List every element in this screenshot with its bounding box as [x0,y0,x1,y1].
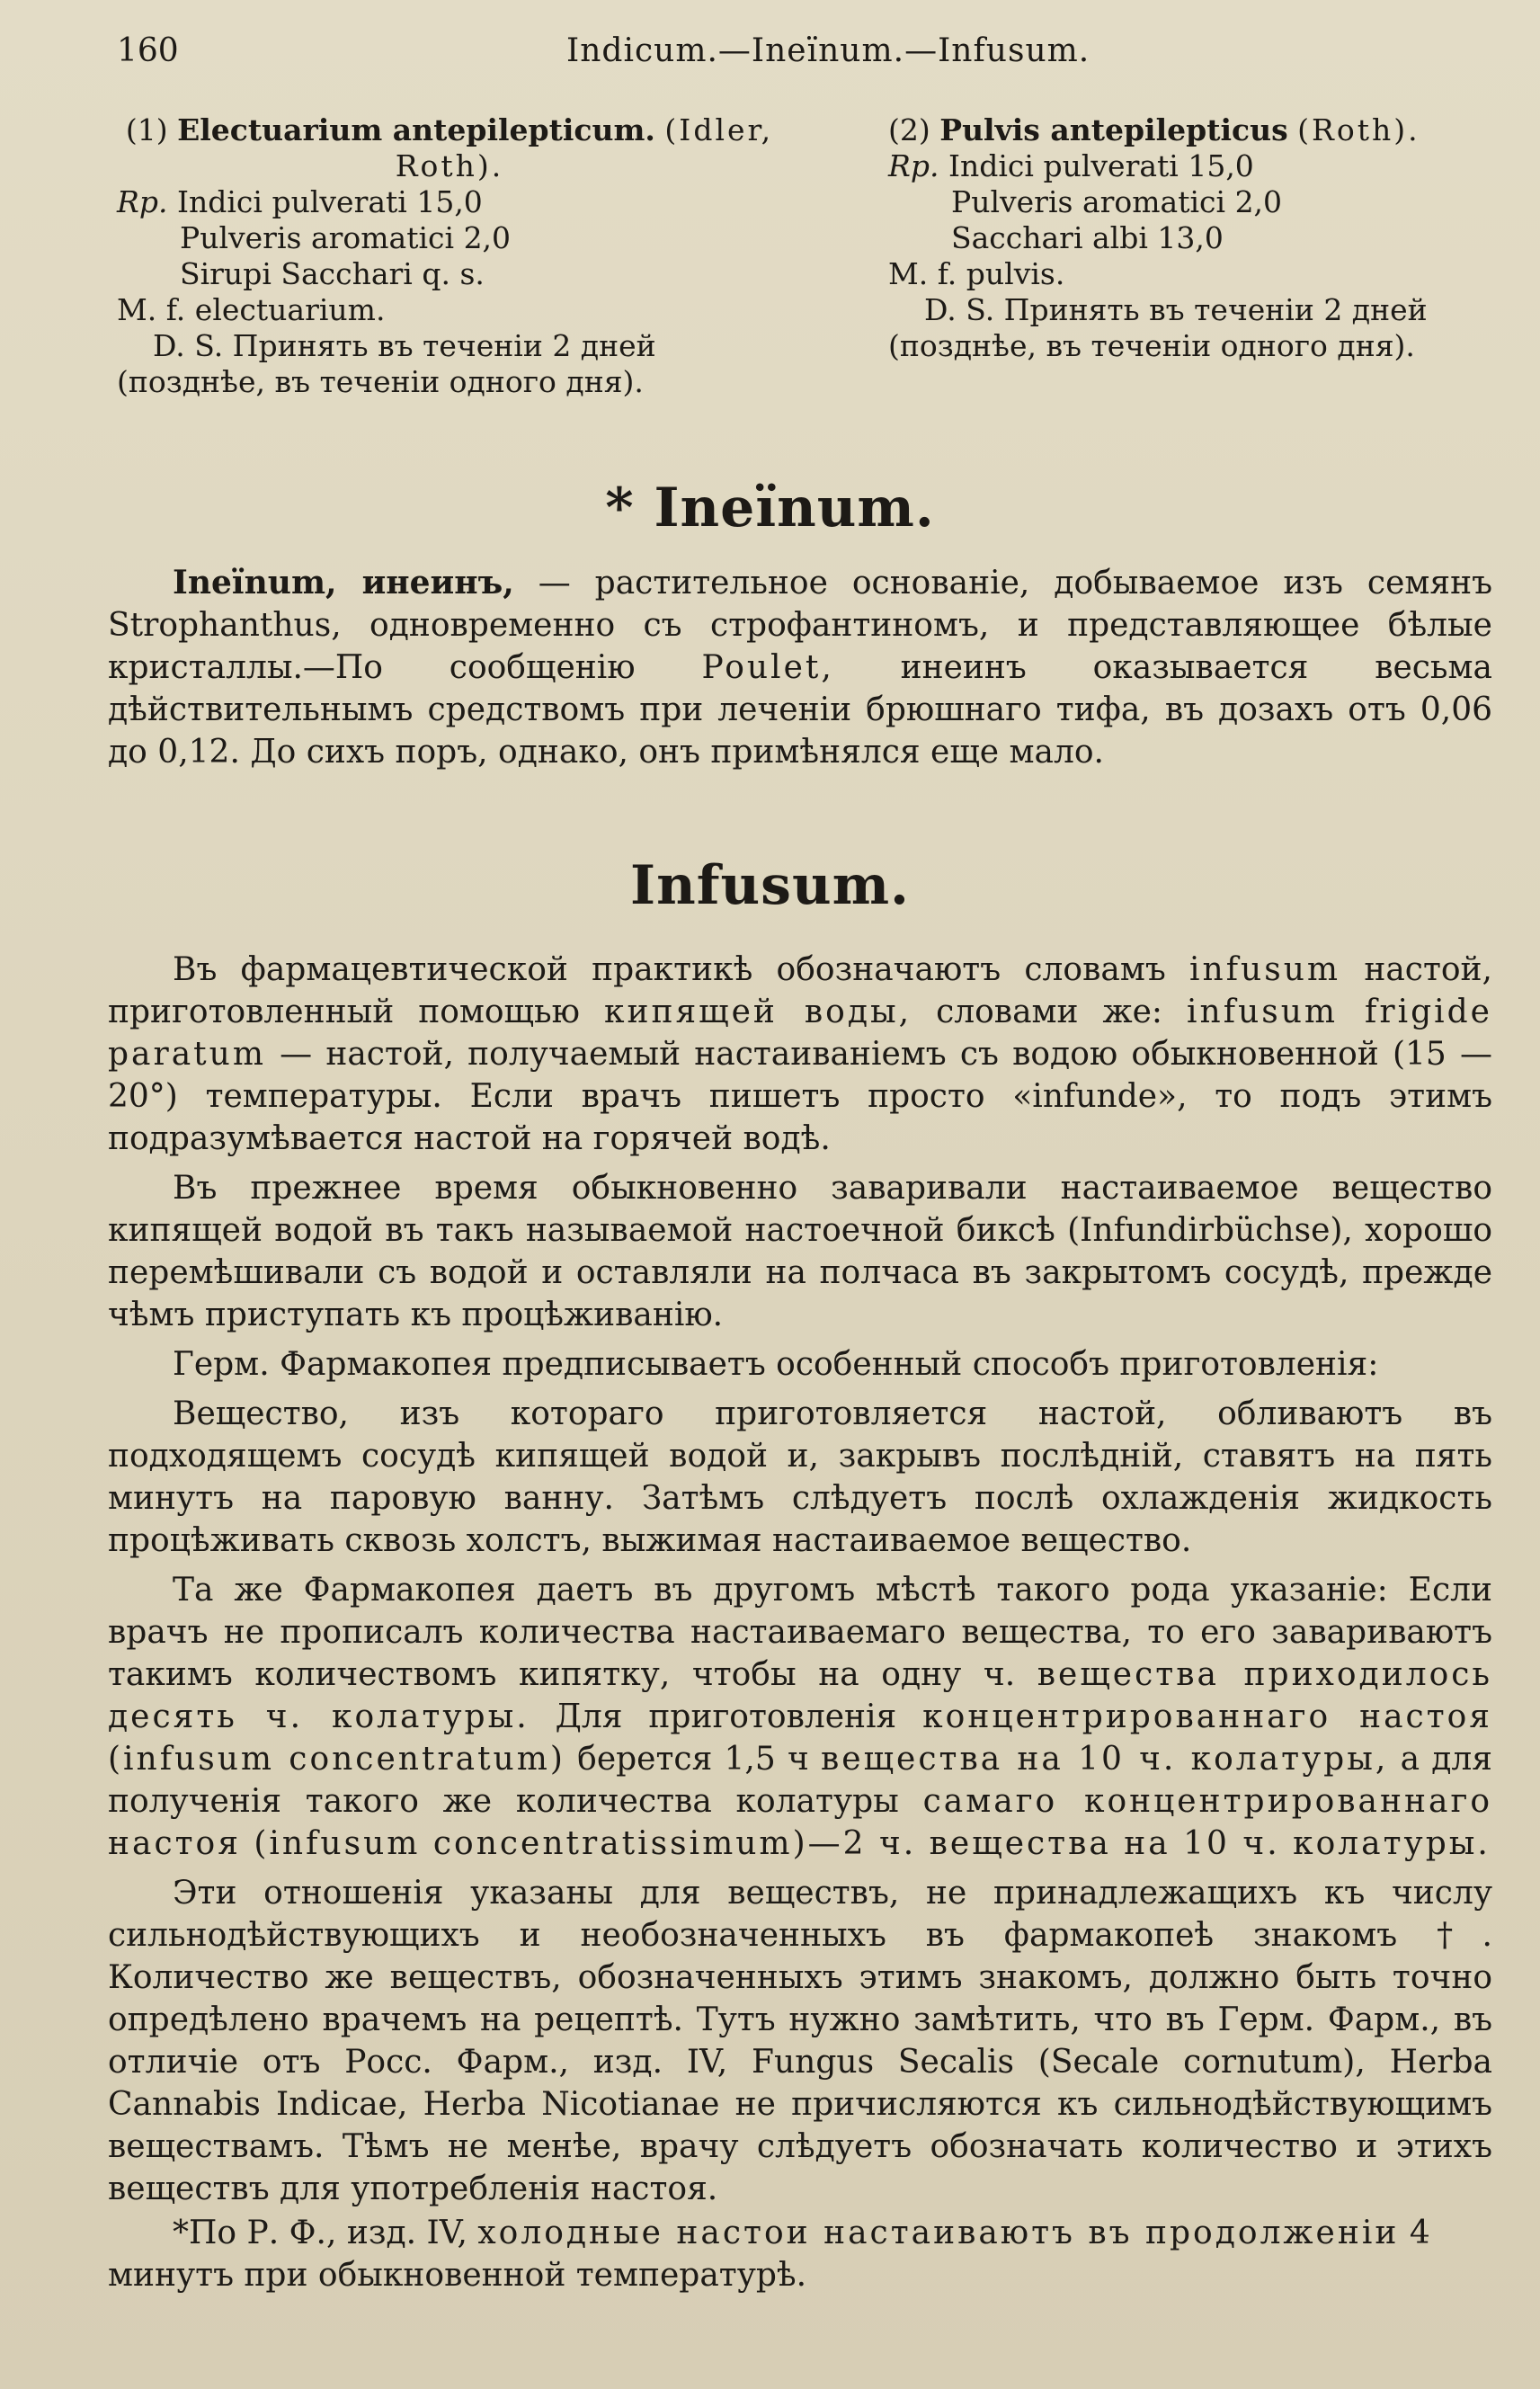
section-title-ineinum: * Ineïnum. [605,477,935,539]
infusum-paragraph-2: Въ прежнее время обыкновенно заваривали настаиваемое вещество кипящей водой въ такъ называемой настоечной биксѣ (Infundirbüchse), хорошо перемѣшивали съ водой и оставляли на полчаса въ закрытомъ сосудѣ, прежде чѣмъ приступать къ процѣживанію. [108,1170,1492,1333]
ineinum-body [108,562,1492,780]
recipe-left-line2: Pulveris aromatici 2,0 [180,220,512,255]
infusum-paragraph-5: Та же Фармакопея даетъ въ другомъ мѣстѣ такого рода указаніе: Если врачъ не прописалъ количества настаиваемаго вещества, то его завариваютъ такимъ количествомъ кипятку, чтобы на одну ч. вещества приходилось десять ч. колатуры. Для приготовленія концентрированнаго настоя (infusum concentratum) берется 1,5 ч вещества на 10 ч. колатуры, а для полученія такого же количества колатуры самаго концентрированнаго настоя (infusum concentratissimum)—2 ч. вещества на 10 ч. колатуры. [108,1572,1493,1862]
running-title: Indicum.—Ineïnum.—Infusum. [566,32,1090,69]
footnote-line: *По Р. Ф., изд. IV, холодные настои настаиваютъ въ продолженіи 4 минутъ при обыкновенной температурѣ. [108,2215,1430,2294]
recipe-right-line3: Sacchari albi 13,0 [951,220,1224,255]
page-number: 160 [117,32,179,69]
infusum-paragraph-1: Въ фармацевтической практикѣ обозначаютъ словамъ infusum настой, приготовленный помощью кипящей воды, словами же: infusum frigide paratum — настой, получаемый настаиваніемъ съ водою обыкновенной (15 — 20°) температуры. Если врачъ пишетъ просто «infunde», то подъ этимъ подразумѣвается настой на горячей водѣ. [108,951,1492,1157]
section-title-infusum: Infusum. [630,854,910,917]
recipe-right [888,112,1540,364]
footnote [108,2212,1492,2296]
recipe-left-line5: D. S. Принять въ теченіи 2 дней (позднѣе, въ теченіи одного дня). [117,328,656,399]
recipe-right-line4: M. f. pulvis. [888,256,1065,291]
recipe-left-line3: Sirupi Sacchari q. s. [180,256,485,291]
recipe-right-title: (2) Pulvis antepilepticus (Roth). [888,112,1420,147]
infusum-paragraph-6: Эти отношенія указаны для веществъ, не принадлежащихъ къ числу сильнодѣйствующихъ и необозначенныхъ въ фармакопеѣ знакомъ †. Количество же веществъ, обозначенныхъ этимъ знакомъ, должно быть точно опредѣлено врачемъ на рецептѣ. Тутъ нужно замѣтить, что въ Герм. Фарм., въ отличіе отъ Росс. Фарм., изд. IV, Fungus Secalis (Secale cornutum), Herba Cannabis Indicae, Herba Nicotianae не причисляются къ сильнодѣйствующимъ веществамъ. Тѣмъ не менѣе, врачу слѣдуетъ обозначать количество и этихъ веществъ для употребленія настоя. [108,1875,1492,2207]
recipe-right-line5: D. S. Принять въ теченіи 2 дней (позднѣе, въ теченіи одного дня). [888,292,1428,363]
recipe-left-line4: M. f. electuarium. [117,292,386,327]
infusum-paragraph-3: Герм. Фармакопея предписываетъ особенный способъ приготовленія: [173,1346,1379,1383]
infusum-paragraph-4: Вещество, изъ котораго приготовляется настой, обливаютъ въ подходящемъ сосудѣ кипящей водой и, закрывъ послѣдній, ставятъ на пять минутъ на паровую ванну. Затѣмъ слѣдуетъ послѣ охлажденія жидкость процѣживать сквозь холстъ, выжимая настаиваемое вещество. [108,1395,1492,1559]
recipe-right-line2: Pulveris aromatici 2,0 [951,184,1283,219]
recipe-left-title: (1) Electuarium antepilepticum. (Idler, Roth). [125,112,774,183]
page-header [117,32,1486,86]
infusum-body [108,949,1492,2217]
ineinum-paragraph: Ineïnum, инеинъ, — растительное основаніе, добываемое изъ семянъ Strophanthus, одновременно съ строфантиномъ, и представляющее бѣлые кристаллы.—По сообщенію Poulet, инеинъ оказывается весьма дѣйствительнымъ средствомъ при леченіи брюшнаго тифа, въ дозахъ отъ 0,06 до 0,12. До сихъ поръ, однако, онъ примѣнялся еще мало. [108,564,1492,771]
recipe-left [117,112,782,400]
recipe-right-line1: Rp. Indici pulverati 15,0 [888,148,1254,183]
recipe-left-line1: Rp. Indici pulverati 15,0 [117,184,483,219]
